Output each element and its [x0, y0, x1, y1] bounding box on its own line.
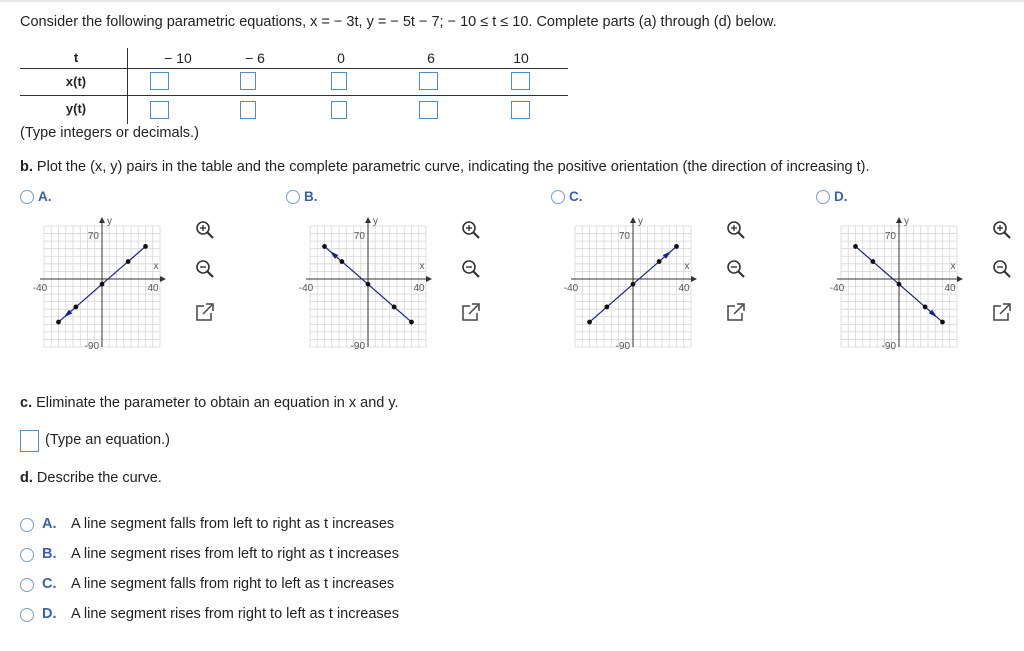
option-a-label[interactable]: A. [38, 189, 52, 204]
graph-option-a [22, 214, 177, 349]
x-axis-label: x [419, 260, 425, 272]
curve-option-b-radio[interactable] [20, 548, 34, 562]
curve-option-text: A line segment falls from left to right as t increases [71, 516, 395, 532]
x-input-t-6[interactable] [419, 72, 438, 90]
graph-option-c [553, 214, 708, 349]
table-divider [20, 68, 568, 69]
curve-option-letter: C. [42, 576, 57, 592]
y-tick-bottom: -90 [84, 341, 99, 349]
zoom-in-icon[interactable] [195, 220, 215, 240]
curve-option-a-radio[interactable] [20, 518, 34, 532]
table-header-t: t [73, 50, 79, 65]
table-t-value: − 6 [245, 50, 265, 66]
part-d-label: d. [20, 470, 33, 486]
option-b-label[interactable]: B. [304, 189, 318, 204]
option-c-radio[interactable] [551, 190, 565, 204]
y-tick-top: 70 [87, 231, 99, 242]
curve-option-letter: D. [42, 606, 57, 622]
curve-option-d[interactable] [20, 606, 440, 626]
popout-icon[interactable] [461, 302, 481, 322]
curve-option-text: A line segment rises from right to left as t increases [71, 606, 399, 622]
value-table [20, 46, 568, 126]
table-note: (Type integers or decimals.) [20, 125, 199, 141]
x-input-t-neg6[interactable] [240, 72, 256, 90]
zoom-in-icon[interactable] [461, 220, 481, 240]
curve-option-letter: B. [42, 546, 57, 562]
part-b-text: Plot the (x, y) pairs in the table and the complete parametric curve, indicating the positive orientation (the direction of increasing t). [36, 159, 870, 175]
option-d-label[interactable]: D. [834, 189, 848, 204]
curve-option-b[interactable] [20, 546, 440, 566]
zoom-out-icon[interactable] [726, 259, 746, 279]
table-vertical-divider [127, 48, 128, 124]
y-tick-bottom: -90 [615, 341, 630, 349]
x-axis-label: x [950, 260, 956, 272]
x-input-t-0[interactable] [331, 72, 347, 90]
y-input-t-neg10[interactable] [150, 101, 169, 119]
part-d-text: Describe the curve. [36, 470, 162, 486]
table-t-value: 6 [427, 50, 435, 66]
y-tick-bottom: -90 [881, 341, 896, 349]
x-tick-left: -40 [298, 282, 314, 294]
option-a-radio[interactable] [20, 190, 34, 204]
y-tick-top: 70 [353, 231, 365, 242]
top-border [0, 0, 1024, 2]
option-c-label[interactable]: C. [569, 189, 583, 204]
zoom-out-icon[interactable] [195, 259, 215, 279]
table-divider [20, 95, 568, 96]
popout-icon[interactable] [992, 302, 1012, 322]
x-tick-right: 40 [147, 282, 159, 294]
table-t-value: − 10 [164, 50, 192, 66]
y-tick-top: 70 [618, 231, 630, 242]
y-axis-label: y [904, 216, 909, 227]
y-input-t-0[interactable] [331, 101, 347, 119]
y-input-t-6[interactable] [419, 101, 438, 119]
x-axis-label: x [684, 260, 690, 272]
x-tick-left: -40 [829, 282, 845, 294]
y-axis-label: y [373, 216, 378, 227]
popout-icon[interactable] [726, 302, 746, 322]
x-tick-right: 40 [678, 282, 690, 294]
question-text: Consider the following parametric equations, x = − 3t, y = − 5t − 7; − 10 ≤ t ≤ 10. Complete parts (a) through (d) below. [20, 14, 777, 30]
x-axis-label: x [153, 260, 159, 272]
zoom-in-icon[interactable] [992, 220, 1012, 240]
x-tick-right: 40 [413, 282, 425, 294]
zoom-out-icon[interactable] [992, 259, 1012, 279]
zoom-out-icon[interactable] [461, 259, 481, 279]
row-label-x: x(t) [65, 74, 87, 89]
equation-hint: (Type an equation.) [45, 432, 170, 448]
equation-input[interactable] [20, 430, 39, 452]
x-tick-left: -40 [32, 282, 48, 294]
zoom-in-icon[interactable] [726, 220, 746, 240]
part-c-label: c. [20, 395, 33, 411]
table-t-value: 10 [513, 50, 529, 66]
option-d-radio[interactable] [816, 190, 830, 204]
x-input-t-10[interactable] [511, 72, 530, 90]
x-input-t-neg10[interactable] [150, 72, 169, 90]
part-c-prompt [20, 395, 399, 411]
x-tick-left: -40 [563, 282, 579, 294]
graph-option-d [819, 214, 974, 349]
part-b-prompt [20, 159, 870, 175]
y-input-t-neg6[interactable] [240, 101, 256, 119]
y-input-t-10[interactable] [511, 101, 530, 119]
y-axis-label: y [638, 216, 643, 227]
curve-option-text: A line segment rises from left to right as t increases [71, 546, 399, 562]
option-b-radio[interactable] [286, 190, 300, 204]
graph-option-b [288, 214, 443, 349]
part-b-label: b. [20, 159, 33, 175]
curve-option-c-radio[interactable] [20, 578, 34, 592]
x-tick-right: 40 [944, 282, 956, 294]
y-tick-top: 70 [884, 231, 896, 242]
part-c-text: Eliminate the parameter to obtain an equation in x and y. [36, 395, 399, 411]
table-t-value: 0 [337, 50, 345, 66]
y-axis-label: y [107, 216, 112, 227]
curve-option-text: A line segment falls from right to left as t increases [71, 576, 395, 592]
curve-option-d-radio[interactable] [20, 608, 34, 622]
row-label-y: y(t) [65, 101, 87, 116]
curve-option-letter: A. [42, 516, 57, 532]
curve-option-c[interactable] [20, 576, 440, 596]
y-tick-bottom: -90 [350, 341, 365, 349]
part-d-prompt [20, 470, 162, 486]
curve-option-a[interactable] [20, 516, 440, 536]
popout-icon[interactable] [195, 302, 215, 322]
